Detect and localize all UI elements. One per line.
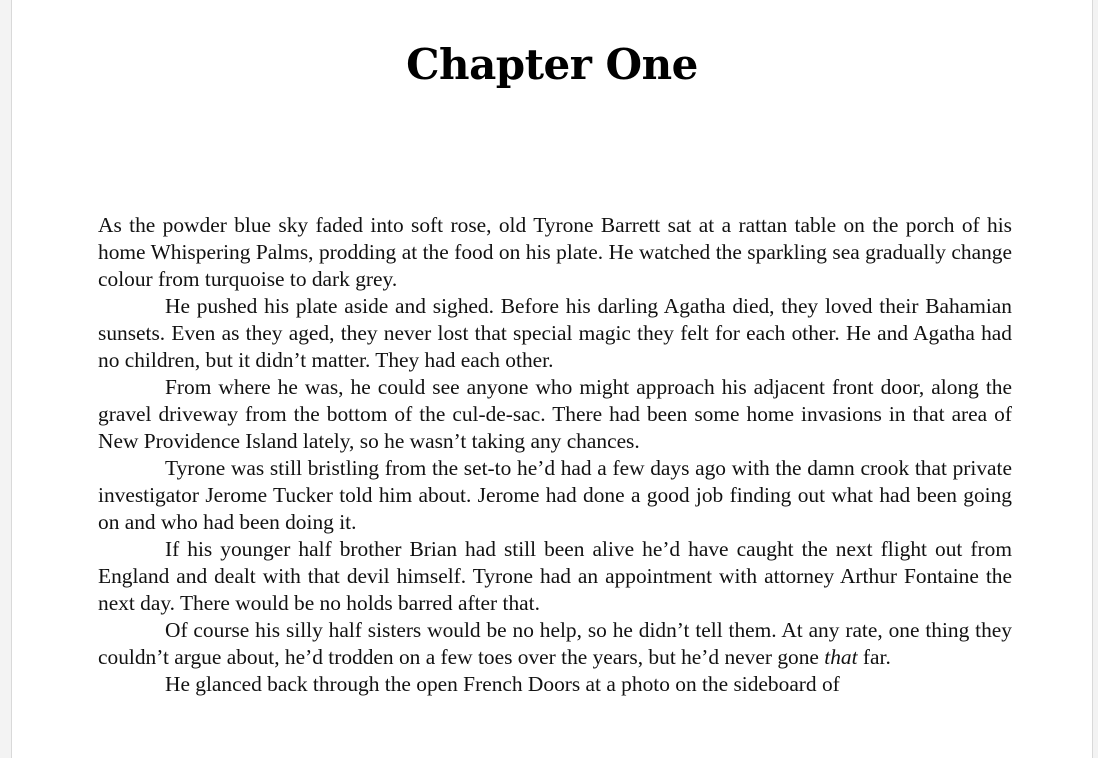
paragraph-5: If his younger half brother Brian had still been alive he’d have caught the next flight out from England and dealt with that devil himself. Tyrone had an appointment with attorney Arthur Fontaine the next day. There would be no holds barred after that. <box>98 537 1012 615</box>
paragraph-7: He glanced back through the open French Doors at a photo on the sideboard of <box>165 672 840 696</box>
paragraph-6 <box>98 617 1012 671</box>
paragraph-4: Tyrone was still bristling from the set-to he’d had a few days ago with the damn crook that private investigator Jerome Tucker told him about. Jerome had done a good job finding out what had been going on and who had been doing it. <box>98 456 1012 534</box>
chapter-title: Chapter One <box>406 40 698 89</box>
paragraph-6-text: Of course his silly half sisters would be no help, so he didn’t tell them. At any rate, one thing they couldn’t argue about, he’d trodden on a few toes over the years, but he’d never gone <box>98 618 1012 669</box>
document-page <box>11 0 1093 758</box>
chapter-body <box>98 212 1012 698</box>
paragraph-1: As the powder blue sky faded into soft rose, old Tyrone Barrett sat at a rattan table on the porch of his home Whispering Palms, prodding at the food on his plate. He watched the sparkling sea gradually change colour from turquoise to dark grey. <box>98 213 1012 291</box>
paragraph-6-end: far. <box>857 645 891 669</box>
paragraph-6-italic: that <box>824 645 858 669</box>
paragraph-2: He pushed his plate aside and sighed. Before his darling Agatha died, they loved their Bahamian sunsets. Even as they aged, they never lost that special magic they felt for each other. He and Agatha had no children, but it didn’t matter. They had each other. <box>98 294 1012 372</box>
paragraph-3: From where he was, he could see anyone who might approach his adjacent front door, along the gravel driveway from the bottom of the cul-de-sac. There had been some home invasions in that area of New Providence Island lately, so he wasn’t taking any chances. <box>98 375 1012 453</box>
